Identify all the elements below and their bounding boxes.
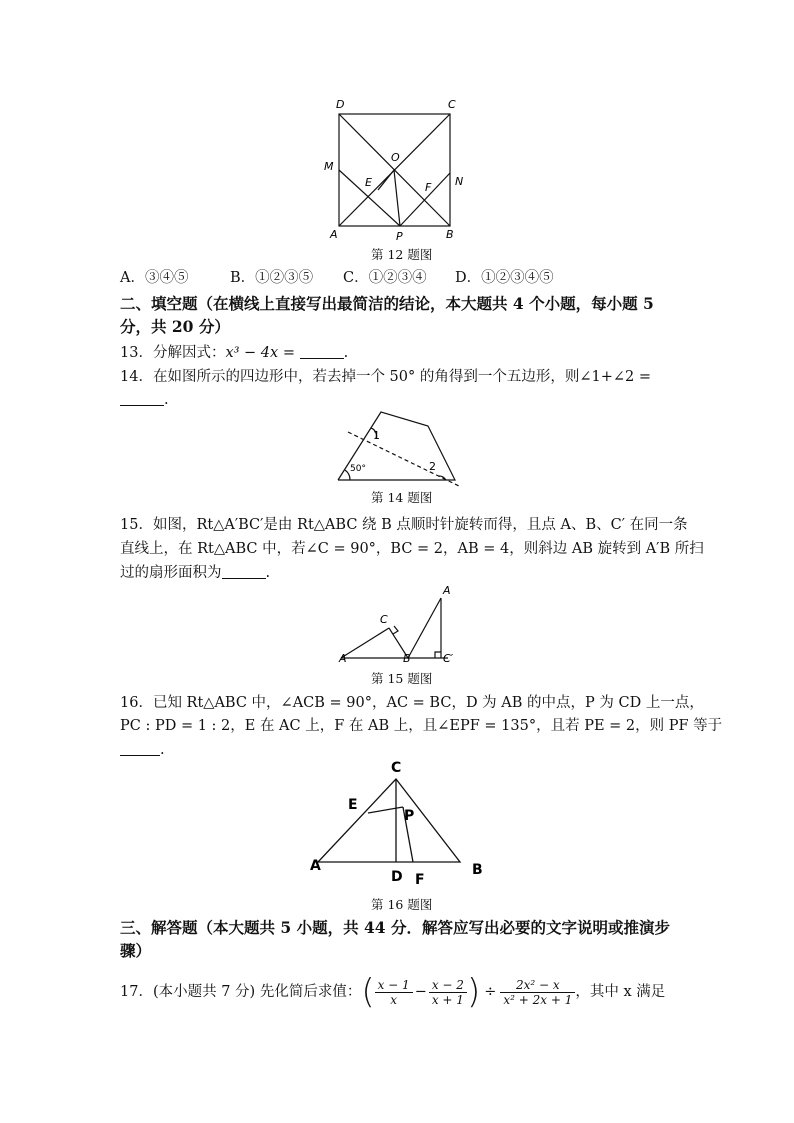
option-a: A．③④⑤: [120, 270, 189, 286]
fig12-label-c: C: [448, 98, 456, 111]
fig15-label-a: A: [339, 652, 347, 665]
fig15-label-a1: A: [443, 584, 451, 597]
fig12-label-a: A: [330, 228, 338, 241]
q17-prefix: 17．(本小题共 7 分) 先化简后求值：: [120, 984, 362, 1000]
fig12-label-p: P: [396, 230, 403, 243]
fraction-2-denominator: x + 1: [431, 992, 464, 1007]
fig14-caption: 第 14 题图: [371, 490, 433, 505]
section3-heading-line1: 三、解答题（本大题共 5 小题，共 44 分．解答应写出必要的文字说明或推演步: [120, 918, 670, 937]
fraction-1: [375, 978, 413, 1007]
fraction-3: [500, 978, 575, 1007]
fig16-label-d: D: [391, 869, 403, 885]
q13-end: .: [343, 345, 349, 361]
fraction-1-denominator: x: [390, 992, 398, 1007]
fig12-label-d: D: [336, 98, 345, 111]
fig15-caption: 第 15 题图: [371, 671, 433, 686]
fig16-label-c: C: [391, 760, 402, 776]
option-d: D．①②③④⑤: [455, 270, 554, 286]
q17-divide: ÷: [484, 984, 497, 1000]
fig14-angle-label: 50°: [350, 464, 366, 474]
fig12-label-o: O: [391, 151, 400, 164]
question-16-line1: 16．已知 Rt△ABC 中，∠ACB = 90°，AC = BC，D 为 AB 的中点，P 为 CD 上一点，: [120, 695, 704, 711]
question-16-line2: PC : PD = 1 : 2，E 在 AC 上，F 在 AB 上，且∠EPF = 135°，且若 PE = 2，则 PF 等于: [120, 718, 723, 734]
q15-line3-text: 过的扇形面积为: [120, 565, 222, 581]
section2-heading-line1: 二、填空题（在横线上直接写出最简洁的结论，本大题共 4 个小题，每小题 5: [120, 294, 654, 313]
question-14: 14．在如图所示的四边形中，若去掉一个 50° 的角得到一个五边形，则∠1+∠2 =: [120, 369, 652, 385]
right-paren: ): [466, 972, 481, 1012]
q17-suffix: ，其中 x 满足: [575, 984, 666, 1000]
fig15-label-c: C: [380, 613, 388, 626]
q13-prefix: 13．分解因式：: [120, 345, 226, 361]
fig16-label-p: P: [404, 808, 415, 824]
q14-end: .: [164, 392, 169, 408]
question-17: [120, 970, 665, 1014]
section2-heading-line2: 分，共 20 分）: [120, 317, 230, 336]
left-paren: (: [361, 972, 375, 1012]
fig14-label-2: 2: [429, 460, 436, 473]
option-c: C．①②③④: [343, 270, 427, 286]
triangle-abc: [318, 779, 460, 862]
q15-end: .: [265, 565, 271, 581]
fraction-3-numerator: 2x² − x: [500, 978, 575, 993]
fig15-label-b: B: [403, 652, 411, 665]
option-b: B．①②③⑤: [230, 270, 314, 286]
fraction-2: [429, 978, 467, 1007]
q13-expression: x³ − 4x =: [225, 345, 295, 361]
fig16-label-e: E: [348, 797, 358, 813]
fig16-label-f: F: [415, 872, 425, 888]
fraction-1-numerator: x − 1: [375, 978, 413, 993]
fig16-label-b: B: [472, 862, 483, 878]
fig12-caption: 第 12 题图: [371, 247, 433, 262]
q16-end: .: [160, 742, 165, 758]
fig15-label-c2: C′: [443, 652, 454, 665]
fraction-3-denominator: x² + 2x + 1: [503, 992, 573, 1007]
question-15-line2: 直线上，在 Rt△ABC 中，若∠C = 90°，BC = 2，AB = 4，则斜边 AB 旋转到 A′B 所扫: [120, 541, 704, 557]
fig12-label-n: N: [455, 175, 464, 188]
question-15-line1: 15．如图，Rt△A′BC′是由 Rt△ABC 绕 B 点顺时针旋转而得，且点 A、B、C′ 在同一条: [120, 517, 688, 533]
q17-minus: −: [414, 984, 427, 1000]
fig12-label-e: E: [365, 176, 372, 189]
fig12-label-m: M: [324, 160, 334, 173]
fig14-label-1: 1: [373, 429, 380, 442]
section3-heading-line2: 骤）: [120, 941, 152, 960]
fraction-2-numerator: x − 2: [429, 978, 467, 993]
fig16-caption: 第 16 题图: [371, 897, 433, 912]
fig12-label-f: F: [425, 181, 432, 194]
segment-pe: [368, 807, 403, 813]
fig16-label-a: A: [310, 858, 321, 874]
fig12-label-b: B: [446, 228, 454, 241]
